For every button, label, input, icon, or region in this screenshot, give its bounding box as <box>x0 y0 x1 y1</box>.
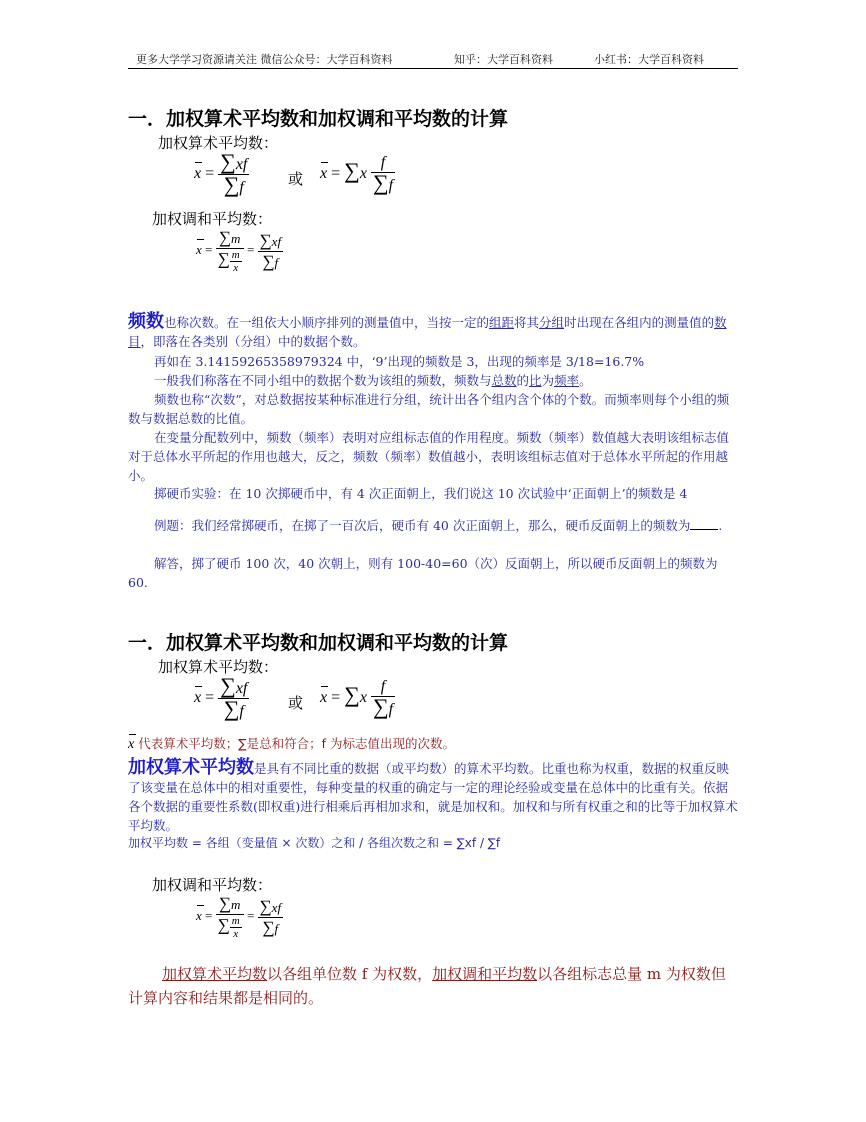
link-fenzu[interactable]: 分组 <box>539 315 565 330</box>
section2-title: 一．加权算术平均数和加权调和平均数的计算 <box>128 632 509 654</box>
harm-formula-1: x = ∑m ∑ $\frac{m}{x}$ = $\frac{\sum xf}{\sum f}$ <box>196 228 282 274</box>
symbol-legend: x 代表算术平均数；∑是总和符合；f 为标志值出现的次数。 <box>128 736 456 752</box>
section2-harm-label: 加权调和平均数： <box>152 876 273 894</box>
freq-answer: 解答，掷了硬币 100 次，40 次朝上，则有 100-40=60（次）反面朝上，所以硬币反面朝上的频数为 60. <box>128 556 718 590</box>
arith-formula-4: x = ∑x $\frac{f}{\sum f}$ <box>320 678 394 719</box>
freq-paragraph-1: 频数也称次数。在一组依大小顺序排列的测量值中，当按一定的组距将其分组时出现在各组内的测量值的数目，即落在各类别（分组）中的数据个数。 <box>128 311 727 349</box>
link-weighted-arith-mean[interactable]: 加权算术平均数 <box>162 965 268 983</box>
arith-formula-3: x = $\frac{\sum xf}{\sum f}$ <box>194 673 248 721</box>
freq-paragraph-5: 在变量分配数列中，频数（频率）表明对应组标志值的作用程度。频数（频率）数值越大表明该组标志值对于总体水平所起的作用也越大，反之，频数（频率）数值越小，表明该组标志值对于总体水平所起的作用越小。 <box>128 430 730 483</box>
freq-paragraph-6: 掷硬币实验：在 10 次掷硬币中，有 4 次正面朝上，我们说这 10 次试验中‘正面朝上’的频数是 4 <box>154 486 688 501</box>
header-zhihu: 知乎：大学百科资料 <box>454 53 553 66</box>
link-bi[interactable]: 比 <box>529 373 542 388</box>
harm-formula-2: x = ∑m ∑ $\frac{m}{x}$ = $\frac{\sum xf}{\sum f}$ <box>196 894 282 940</box>
section2-arith-label: 加权算术平均数： <box>158 658 279 676</box>
conclusion-paragraph: 加权算术平均数以各组单位数 f 为权数，加权调和平均数以各组标志总量 m 为权数但计算内容和结果都是相同的。 <box>128 965 726 1007</box>
section1-title: 一．加权算术平均数和加权调和平均数的计算 <box>128 108 509 130</box>
arith-formula-1: x = $\frac{\sum xf}{\sum f}$ <box>194 149 248 197</box>
link-zongshu[interactable]: 总数 <box>491 373 517 388</box>
link-zuju[interactable]: 组距 <box>489 315 515 330</box>
link-shumu[interactable]: 数目 <box>128 315 727 349</box>
arith-formula-2: x = ∑x $\frac{f}{\sum f}$ <box>320 154 394 195</box>
freq-example: 例题：我们经常掷硬币，在掷了一百次后，硬币有 40 次正面朝上，那么，硬币反面朝上的频数为 . <box>154 518 723 533</box>
or-label-1: 或 <box>288 170 304 188</box>
weighted-mean-definition: 加权算术平均数是具有不同比重的数据（或平均数）的算术平均数。比重也称为权重，数据的权重反映了该变量在总体中的相对重要性，每种变量的权重的确定与一定的理论经验或变量在总体中的比重有关。依据各个数据的重要性系数(即权重)进行相乘后再相加求和，就是加权和。加权和与所有权重之和的比等于加权算术平均数。 <box>128 757 738 833</box>
link-pinlv[interactable]: 频率 <box>554 373 580 388</box>
or-label-2: 或 <box>288 694 304 712</box>
section1-arith-label: 加权算术平均数： <box>158 134 279 152</box>
link-weighted-harm-mean[interactable]: 加权调和平均数 <box>432 965 538 983</box>
weighted-mean-rule: 加权平均数 = 各组（变量值 × 次数）之和 / 各组次数之和 = ∑xf / ∑f <box>128 836 501 850</box>
freq-paragraph-3: 一般我们称落在不同小组中的数据个数为该组的频数，频数与总数的比为频率。 <box>154 373 592 388</box>
freq-paragraph-2: 再如在 3.14159265358979324 中，‘9’出现的频数是 3，出现的频率是 3/18=16.7% <box>154 354 645 369</box>
header-wechat: 更多大学学习资源请关注 微信公众号：大学百科资料 <box>136 53 393 66</box>
page-header <box>128 50 738 69</box>
answer-blank <box>690 517 718 530</box>
header-xiaohongshu: 小红书：大学百科资料 <box>594 53 704 66</box>
section1-harm-label: 加权调和平均数： <box>152 210 273 228</box>
freq-paragraph-4: 频数也称“次数”，对总数据按某种标准进行分组，统计出各个组内含个体的个数。而频率则每个小组的频数与数据总数的比值。 <box>128 392 730 426</box>
